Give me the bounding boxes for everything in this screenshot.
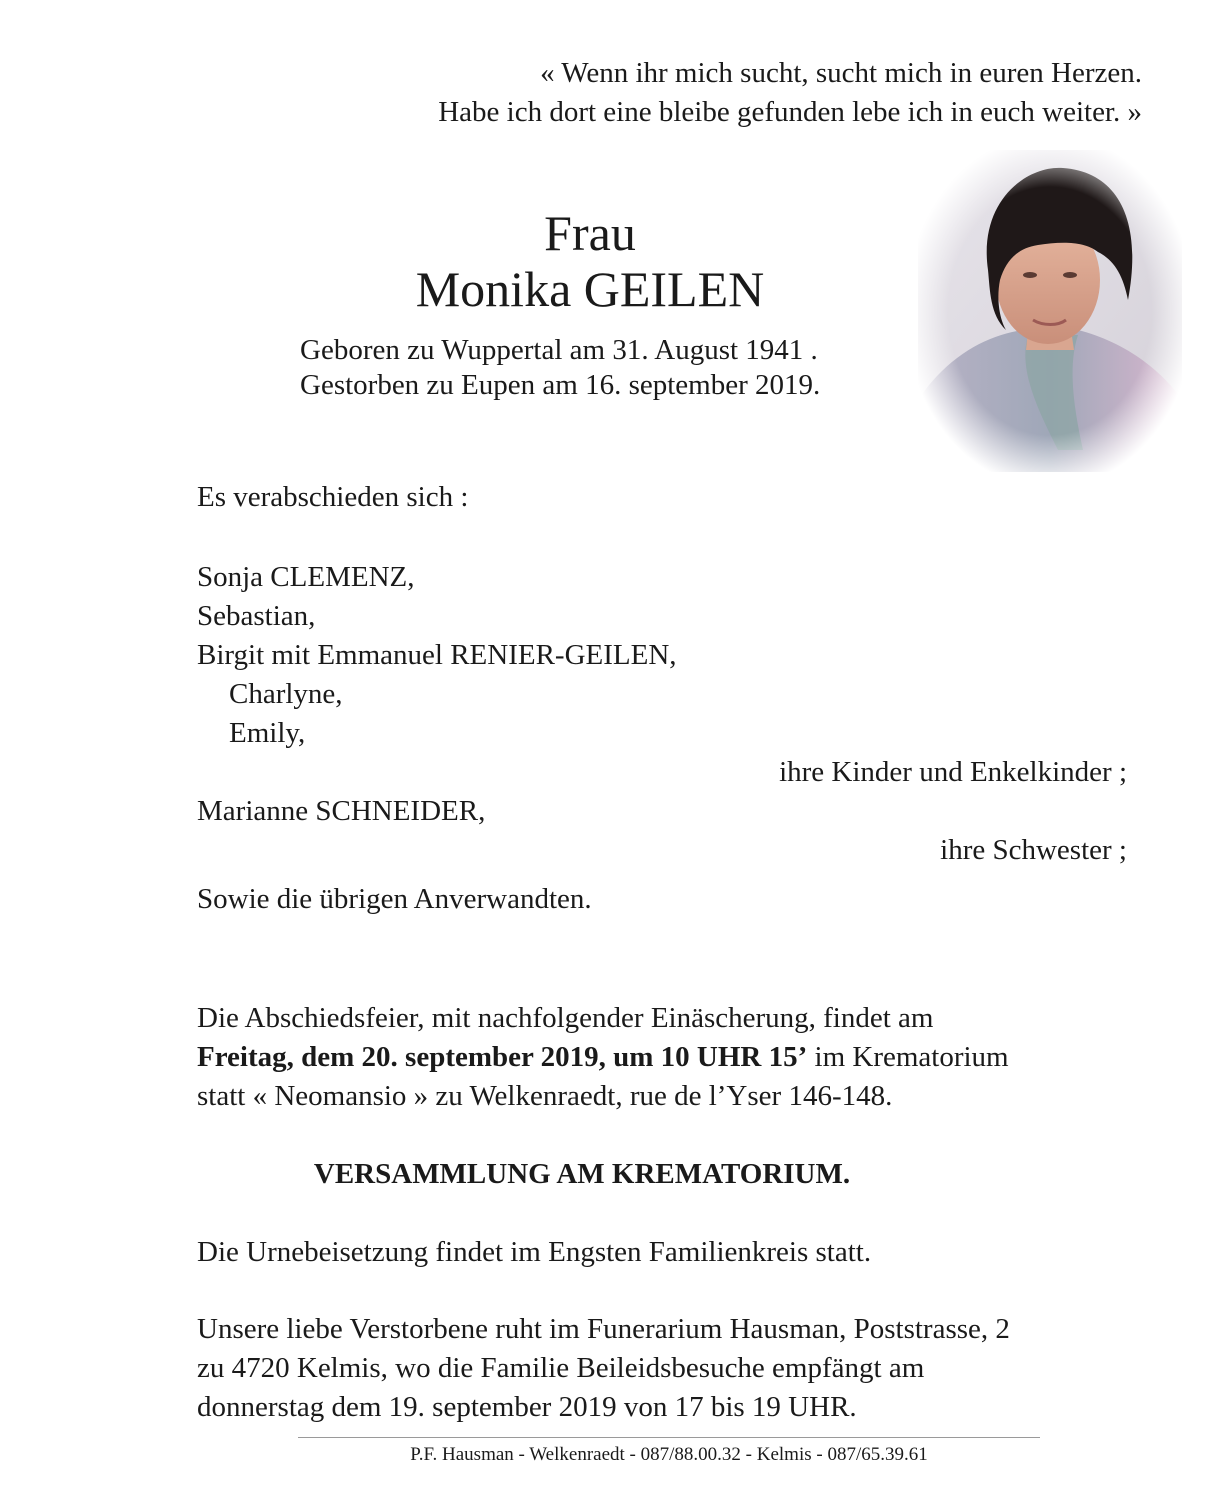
deceased-name-block [300, 205, 880, 317]
service-details [197, 999, 1009, 1116]
service-line-3: statt « Neomansio » zu Welkenraedt, rue de l’Yser 146-148. [197, 1080, 893, 1112]
visitation-line-1: Unsere liebe Verstorbene ruht im Funerarium Hausman, Poststrasse, 2 [197, 1313, 1010, 1345]
mourner-name: Sebastian, [197, 600, 316, 632]
visitation-line-3: donnerstag dem 19. september 2019 von 17 bis 19 UHR. [197, 1391, 857, 1423]
mourner-name: Birgit mit Emmanuel RENIER-GEILEN, [197, 639, 677, 671]
assembly-notice: VERSAMMLUNG AM KREMATORIUM. [313, 1158, 851, 1190]
grandchild-name: Emily, [229, 717, 306, 749]
portrait-photo [918, 150, 1182, 472]
funeral-home-footer: P.F. Hausman - Welkenraedt - 087/88.00.32 - Kelmis - 087/65.39.61 [410, 1444, 928, 1465]
visitation-details [197, 1310, 1010, 1427]
grandchild-name: Charlyne, [229, 678, 343, 710]
birth-line: Geboren zu Wuppertal am 31. August 1941 . [300, 334, 818, 366]
relation-sister: ihre Schwester ; [940, 834, 1127, 866]
service-line-2 [197, 1038, 1009, 1077]
deceased-name: Monika GEILEN [415, 261, 765, 317]
other-relatives: Sowie die übrigen Anverwandten. [197, 883, 592, 915]
footer-divider [298, 1437, 1040, 1438]
urn-notice: Die Urnebeisetzung findet im Engsten Familienkreis statt. [197, 1236, 872, 1268]
service-date-time: Freitag, dem 20. september 2019, um 10 UHR 15’ [197, 1041, 808, 1073]
mourners-intro: Es verabschieden sich : [197, 481, 469, 513]
visitation-line-2: zu 4720 Kelmis, wo die Familie Beileidsbesuche empfängt am [197, 1352, 925, 1384]
service-line-1: Die Abschiedsfeier, mit nachfolgender Einäscherung, findet am [197, 1002, 934, 1034]
life-dates [300, 333, 820, 403]
memorial-quote [438, 54, 1142, 132]
quote-line-1: « Wenn ihr mich sucht, sucht mich in euren Herzen. [540, 57, 1142, 89]
death-line: Gestorben zu Eupen am 16. september 2019. [300, 369, 821, 401]
mourner-name: Marianne SCHNEIDER, [197, 795, 486, 827]
mourner-name: Sonja CLEMENZ, [197, 561, 415, 593]
service-place: im Krematorium [807, 1041, 1009, 1073]
relation-children: ihre Kinder und Enkelkinder ; [779, 756, 1127, 788]
quote-line-2: Habe ich dort eine bleibe gefunden lebe ich in euch weiter. » [438, 96, 1142, 128]
honorific: Frau [544, 205, 636, 261]
